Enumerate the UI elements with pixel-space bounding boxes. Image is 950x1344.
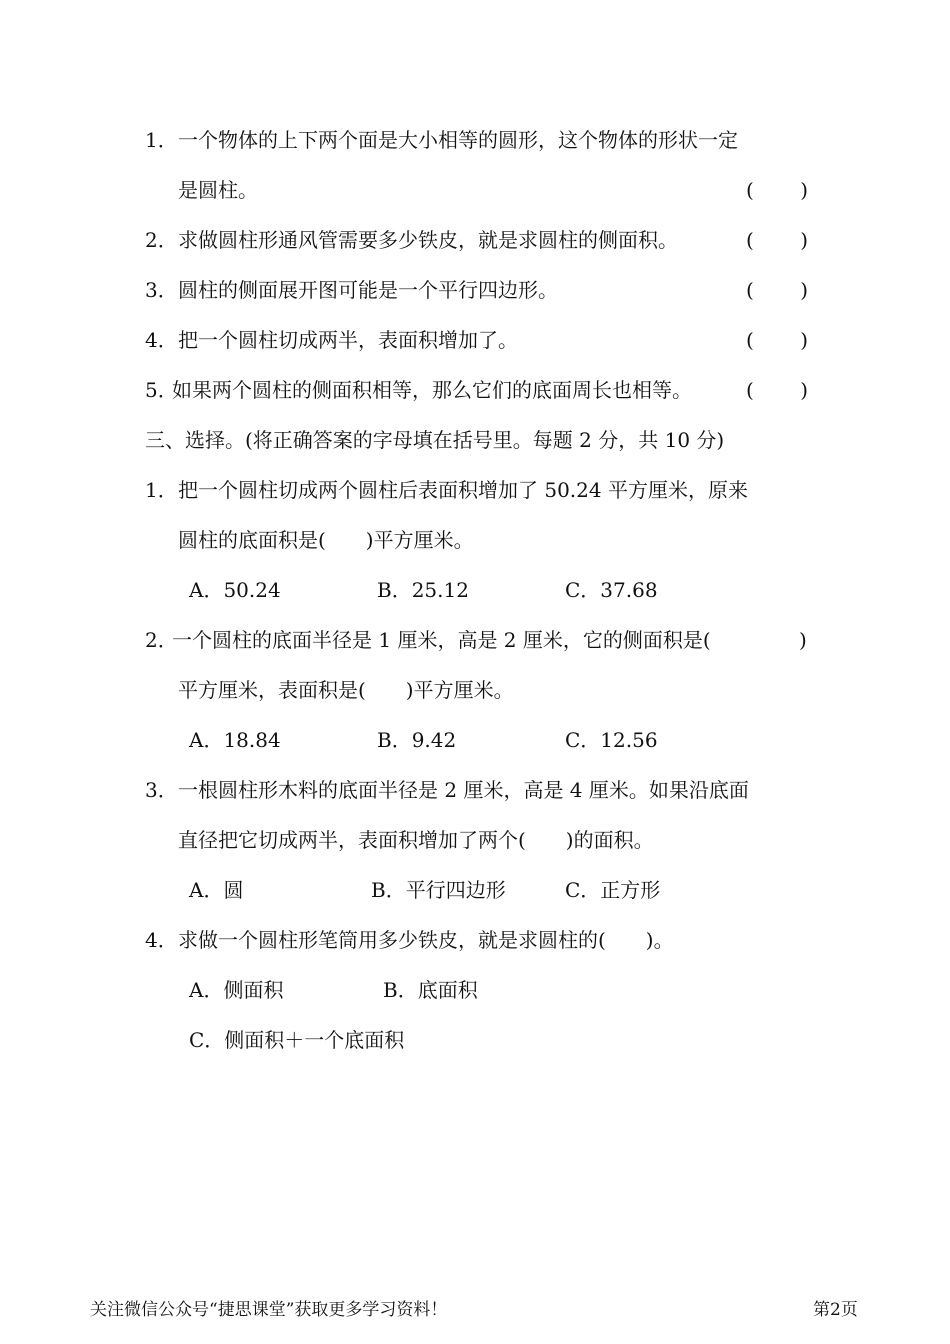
choice-q1-options (0, 574, 950, 606)
choice-q4-line1 (0, 924, 950, 956)
option-a[interactable]: A．18.84 (189, 728, 281, 752)
option-c[interactable]: C．侧面积＋一个底面积 (189, 1028, 405, 1052)
answer-parentheses[interactable]: ( ) (746, 278, 808, 302)
option-a[interactable]: A．侧面积 (189, 978, 284, 1002)
question-text: 把一个圆柱切成两半，表面积增加了。 (178, 328, 518, 352)
option-c[interactable]: C．37.68 (565, 578, 658, 602)
judge-q4 (0, 324, 950, 356)
answer-parentheses[interactable]: ( ) (746, 178, 808, 202)
choice-q1-line2 (0, 524, 950, 556)
choice-q2-line1 (0, 624, 950, 656)
choice-q3-line1 (0, 774, 950, 806)
question-number: 3． (145, 778, 178, 802)
option-b[interactable]: B．25.12 (377, 578, 469, 602)
question-text: 一根圆柱形木料的底面半径是 2 厘米，高是 4 厘米。如果沿底面 (178, 778, 749, 802)
page-number: 第2页 (813, 1300, 858, 1320)
question-text: 平方厘米，表面积是( )平方厘米。 (178, 678, 514, 702)
choice-q2-options (0, 724, 950, 756)
question-text: 求做圆柱形通风管需要多少铁皮，就是求圆柱的侧面积。 (178, 228, 678, 252)
question-number: 3． (145, 278, 178, 302)
page-footer (0, 1296, 950, 1324)
question-text: 一个物体的上下两个面是大小相等的圆形，这个物体的形状一定 (178, 128, 738, 152)
question-number: 4． (145, 328, 178, 352)
section-title: 三、选择。(将正确答案的字母填在括号里。每题 2 分，共 10 分) (145, 428, 725, 452)
choice-q2-line2 (0, 674, 950, 706)
option-b[interactable]: B．9.42 (377, 728, 457, 752)
question-text: 是圆柱。 (178, 178, 258, 202)
option-a[interactable]: A．50.24 (189, 578, 281, 602)
question-number: 2． (145, 628, 178, 652)
choice-q4-options-row1 (0, 974, 950, 1006)
judge-q1-line1 (0, 124, 950, 156)
question-number: 1． (145, 478, 178, 502)
question-text: 圆柱的底面积是( )平方厘米。 (178, 528, 474, 552)
answer-parentheses[interactable]: ( ) (746, 378, 808, 402)
question-text: 直径把它切成两半，表面积增加了两个( )的面积。 (178, 828, 654, 852)
answer-parentheses[interactable]: ( ) (746, 328, 808, 352)
answer-parentheses[interactable]: ( ) (746, 228, 808, 252)
judge-q5 (0, 374, 950, 406)
option-c[interactable]: C．12.56 (565, 728, 658, 752)
question-text: 把一个圆柱切成两个圆柱后表面积增加了 50.24 平方厘米，原来 (178, 478, 748, 502)
footer-promo-text: 关注微信公众号“捷思课堂”获取更多学习资料！ (90, 1300, 448, 1320)
judge-q3 (0, 274, 950, 306)
judge-q1-line2 (0, 174, 950, 206)
question-number: 4． (145, 928, 178, 952)
option-c[interactable]: C．正方形 (565, 878, 661, 902)
choice-q1-line1 (0, 474, 950, 506)
answer-parenthesis-close: ) (799, 628, 807, 652)
question-text: 求做一个圆柱形笔筒用多少铁皮，就是求圆柱的( )。 (178, 928, 674, 952)
question-number: 1． (145, 128, 178, 152)
judge-q2 (0, 224, 950, 256)
option-b[interactable]: B．平行四边形 (371, 878, 506, 902)
question-number: 2． (145, 228, 178, 252)
choice-q4-options-row2 (0, 1024, 950, 1056)
question-text: 一个圆柱的底面半径是 1 厘米，高是 2 厘米，它的侧面积是( (172, 628, 711, 652)
question-text: 如果两个圆柱的侧面积相等，那么它们的底面周长也相等。 (172, 378, 692, 402)
choice-q3-options (0, 874, 950, 906)
choice-q3-line2 (0, 824, 950, 856)
question-text: 圆柱的侧面展开图可能是一个平行四边形。 (178, 278, 558, 302)
section-heading (0, 424, 950, 456)
question-number: 5． (145, 378, 178, 402)
option-a[interactable]: A．圆 (189, 878, 244, 902)
option-b[interactable]: B．底面积 (383, 978, 478, 1002)
